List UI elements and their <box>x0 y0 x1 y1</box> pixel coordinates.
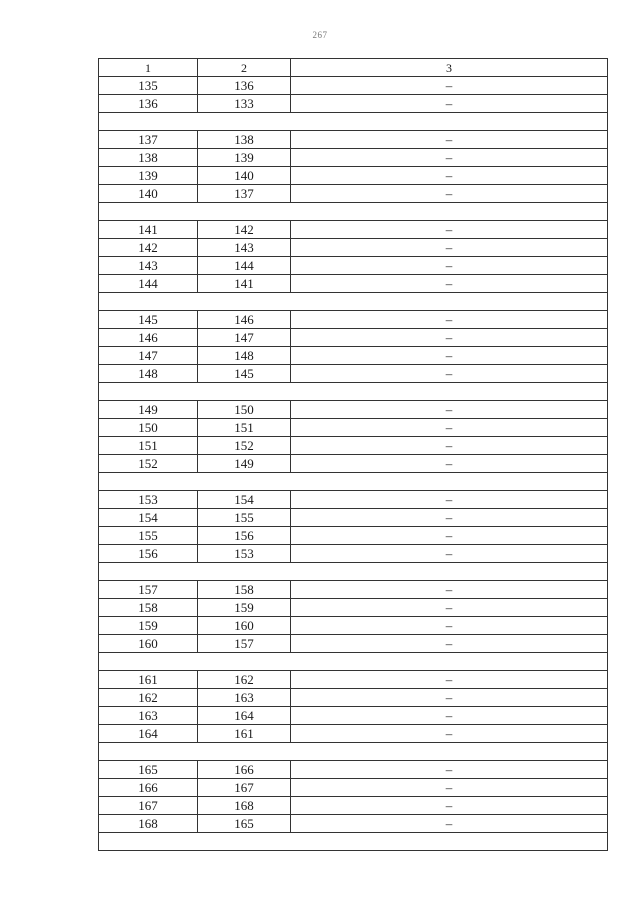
group-separator-row <box>99 292 607 310</box>
table-row <box>99 724 607 742</box>
table-cell-col1: 158 <box>99 599 198 616</box>
table-row <box>99 526 607 544</box>
table-cell-col3: – <box>445 96 453 111</box>
table-row <box>99 238 607 256</box>
table-row <box>99 184 607 202</box>
table-cell-col2: 147 <box>198 329 291 346</box>
table-cell-col1: 136 <box>99 95 198 112</box>
table-row <box>99 688 607 706</box>
table-row <box>99 616 607 634</box>
table-cell-col3: – <box>445 708 453 723</box>
table-row <box>99 598 607 616</box>
table-cell-col2: 143 <box>198 239 291 256</box>
table-cell-col1: 164 <box>99 725 198 742</box>
table-row <box>99 310 607 328</box>
table-row <box>99 436 607 454</box>
table-cell-col2: 150 <box>198 401 291 418</box>
table-cell-col3: – <box>445 366 453 381</box>
table-cell-col2: 165 <box>198 815 291 832</box>
table-cell-col2: 144 <box>198 257 291 274</box>
group-separator-row <box>99 112 607 130</box>
table-cell-col3: – <box>445 186 453 201</box>
table-cell-col2: 137 <box>198 185 291 202</box>
table-cell-col2: 168 <box>198 797 291 814</box>
header-cell-1: 1 <box>99 59 198 76</box>
table-cell-col3: – <box>445 438 453 453</box>
table-cell-col3: – <box>445 78 453 93</box>
group-separator-row <box>99 562 607 580</box>
table-cell-col2: 146 <box>198 311 291 328</box>
table-header-row <box>99 58 607 76</box>
table-cell-col1: 147 <box>99 347 198 364</box>
table-cell-col2: 155 <box>198 509 291 526</box>
table-row <box>99 94 607 112</box>
table-cell-col2: 158 <box>198 581 291 598</box>
table-cell-col1: 160 <box>99 635 198 652</box>
table-cell-col1: 168 <box>99 815 198 832</box>
table-row <box>99 76 607 94</box>
table-cell-col1: 139 <box>99 167 198 184</box>
table-cell-col1: 165 <box>99 761 198 778</box>
table-row <box>99 166 607 184</box>
table-row <box>99 634 607 652</box>
table-cell-col3: – <box>445 150 453 165</box>
group-separator-row <box>99 832 607 850</box>
table-cell-col2: 136 <box>198 77 291 94</box>
table-cell-col2: 166 <box>198 761 291 778</box>
table-cell-col3: – <box>445 528 453 543</box>
table-cell-col3: – <box>445 672 453 687</box>
table-cell-col2: 162 <box>198 671 291 688</box>
table-cell-col1: 152 <box>99 455 198 472</box>
table-cell-col1: 153 <box>99 491 198 508</box>
table-row <box>99 400 607 418</box>
table-row <box>99 346 607 364</box>
table-cell-col3: – <box>445 726 453 741</box>
data-table <box>98 58 608 851</box>
table-row <box>99 274 607 292</box>
table-cell-col3: – <box>445 132 453 147</box>
table-cell-col1: 148 <box>99 365 198 382</box>
table-cell-col3: – <box>445 456 453 471</box>
table-row <box>99 148 607 166</box>
table-row <box>99 130 607 148</box>
table-cell-col3: – <box>445 510 453 525</box>
table-cell-col1: 149 <box>99 401 198 418</box>
table-cell-col1: 143 <box>99 257 198 274</box>
header-cell-3: 3 <box>446 60 452 75</box>
table-row <box>99 706 607 724</box>
table-row <box>99 760 607 778</box>
group-separator-row <box>99 202 607 220</box>
table-cell-col2: 161 <box>198 725 291 742</box>
group-separator-row <box>99 382 607 400</box>
table-row <box>99 256 607 274</box>
table-cell-col3: – <box>445 816 453 831</box>
table-cell-col3: – <box>445 240 453 255</box>
table-cell-col1: 161 <box>99 671 198 688</box>
table-cell-col3: – <box>445 492 453 507</box>
page-number: 267 <box>312 30 328 40</box>
table-cell-col2: 148 <box>198 347 291 364</box>
table-cell-col2: 138 <box>198 131 291 148</box>
table-cell-col3: – <box>445 690 453 705</box>
table-row <box>99 490 607 508</box>
group-separator-row <box>99 652 607 670</box>
table-cell-col1: 135 <box>99 77 198 94</box>
table-cell-col2: 145 <box>198 365 291 382</box>
table-cell-col2: 139 <box>198 149 291 166</box>
table-cell-col3: – <box>445 546 453 561</box>
table-cell-col2: 167 <box>198 779 291 796</box>
table-cell-col3: – <box>445 780 453 795</box>
table-cell-col1: 159 <box>99 617 198 634</box>
table-cell-col2: 152 <box>198 437 291 454</box>
table-cell-col3: – <box>445 276 453 291</box>
table-row <box>99 796 607 814</box>
table-cell-col1: 137 <box>99 131 198 148</box>
table-row <box>99 508 607 526</box>
table-cell-col1: 167 <box>99 797 198 814</box>
table-row <box>99 778 607 796</box>
table-row <box>99 580 607 598</box>
table-cell-col3: – <box>445 582 453 597</box>
table-cell-col2: 140 <box>198 167 291 184</box>
table-cell-col1: 142 <box>99 239 198 256</box>
table-row <box>99 220 607 238</box>
table-cell-col1: 156 <box>99 545 198 562</box>
table-cell-col1: 155 <box>99 527 198 544</box>
table-row <box>99 454 607 472</box>
table-cell-col2: 133 <box>198 95 291 112</box>
table-cell-col1: 151 <box>99 437 198 454</box>
table-cell-col2: 156 <box>198 527 291 544</box>
header-cell-2: 2 <box>198 59 291 76</box>
table-cell-col3: – <box>445 258 453 273</box>
table-cell-col2: 164 <box>198 707 291 724</box>
table-row <box>99 364 607 382</box>
table-cell-col1: 145 <box>99 311 198 328</box>
table-cell-col3: – <box>445 168 453 183</box>
table-cell-col2: 141 <box>198 275 291 292</box>
table-cell-col1: 154 <box>99 509 198 526</box>
table-row <box>99 418 607 436</box>
table-cell-col3: – <box>445 402 453 417</box>
table-cell-col3: – <box>445 348 453 363</box>
table-row <box>99 670 607 688</box>
table-cell-col3: – <box>445 636 453 651</box>
table-cell-col1: 141 <box>99 221 198 238</box>
table-row <box>99 814 607 832</box>
table-cell-col3: – <box>445 762 453 777</box>
table-cell-col1: 140 <box>99 185 198 202</box>
table-row <box>99 328 607 346</box>
table-cell-col3: – <box>445 618 453 633</box>
table-cell-col3: – <box>445 222 453 237</box>
table-cell-col2: 160 <box>198 617 291 634</box>
table-cell-col3: – <box>445 330 453 345</box>
table-cell-col3: – <box>445 600 453 615</box>
table-cell-col2: 154 <box>198 491 291 508</box>
group-separator-row <box>99 472 607 490</box>
table-cell-col1: 162 <box>99 689 198 706</box>
table-cell-col1: 144 <box>99 275 198 292</box>
table-cell-col1: 163 <box>99 707 198 724</box>
table-cell-col1: 166 <box>99 779 198 796</box>
table-cell-col1: 150 <box>99 419 198 436</box>
group-separator-row <box>99 742 607 760</box>
table-row <box>99 544 607 562</box>
table-cell-col3: – <box>445 420 453 435</box>
table-cell-col2: 142 <box>198 221 291 238</box>
table-cell-col2: 157 <box>198 635 291 652</box>
table-cell-col2: 151 <box>198 419 291 436</box>
table-cell-col1: 146 <box>99 329 198 346</box>
table-cell-col2: 153 <box>198 545 291 562</box>
table-cell-col1: 157 <box>99 581 198 598</box>
table-cell-col1: 138 <box>99 149 198 166</box>
table-cell-col3: – <box>445 312 453 327</box>
table-cell-col2: 163 <box>198 689 291 706</box>
table-cell-col3: – <box>445 798 453 813</box>
table-cell-col2: 159 <box>198 599 291 616</box>
table-cell-col2: 149 <box>198 455 291 472</box>
